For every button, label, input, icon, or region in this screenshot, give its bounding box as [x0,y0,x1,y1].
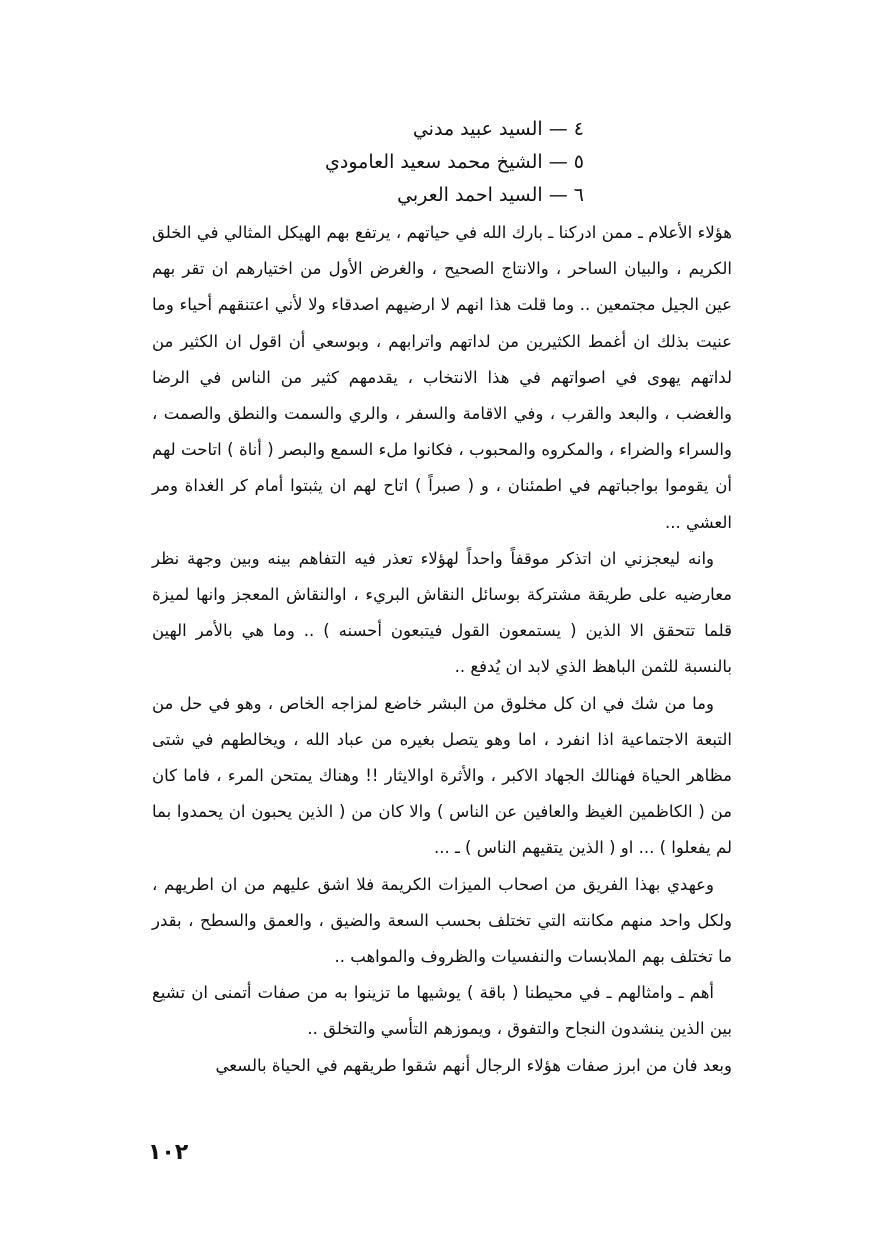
page-number: ١٠٢ [148,1140,189,1165]
paragraph-3: وما من شك في ان كل مخلوق من البشر خاضع لمزاجه الخاص ، وهو في حل من التبعة الاجتماعية اذا انفرد ، اما وهو يتصل بغيره من عباد الله ، ويخالطهم في شتى مظاهر الحياة فهنالك الجهاد الاكبر ، والأثرة اوالايثار !! وهناك يمتحن المرء ، فاما كان من ( الكاظمين الغيظ والعافين عن الناس ) والا كان من ( الذين يحبون ان يحمدوا بما لم يفعلوا ) ... او ( الذين يتقيهم الناس ) ـ ... [152,693,732,858]
list-item: ٤ — السيد عبيد مدني [412,118,584,140]
paragraph-4: وعهدي بهذا الفريق من اصحاب الميزات الكريمة فلا اشق عليهم من ان اطريهم ، ولكل واحد منهم مكانته التي تختلف بحسب السعة والضيق ، والعمق والسطح ، بقدر ما تختلف بهم الملابسات والنفسيات والظروف والمواهب .. [152,874,732,967]
paragraph-5: أهم ـ وامثالهم ـ في محيطنا ( باقة ) يوشيها ما تزينوا به من صفات أتمنى ان تشيع بين الذين ينشدون النجاح والتفوق ، ويموزهم التأسي والتخلق .. [152,983,732,1039]
list-item: ٦ — السيد احمد العربي [397,184,584,206]
body-text [152,215,732,1084]
paragraph-6: وبعد فان من ابرز صفات هؤلاء الرجال أنهم شقوا طريقهم في الحياة بالسعي [215,1055,732,1075]
names-list [164,113,584,212]
list-item: ٥ — الشيخ محمد سعيد العامودي [325,151,584,173]
paragraph-2: وانه ليعجزني ان اتذكر موقفاً واحداً لهؤلاء تعذر فيه التفاهم بينه وبين وجهة نظر معارضيه على طريقة مشتركة بوسائل النقاش البريء ، اوالنقاش المعجز وانها لميزة قلما تتحقق الا الذين ( يستمعون القول فيتبعون أحسنه ) .. وما هي بالأمر الهين بالنسبة للثمن الباهظ الذي لابد ان يُدفع .. [152,548,732,677]
paragraph-1: هؤلاء الأعلام ـ ممن ادركنا ـ بارك الله في حياتهم ، يرتفع بهم الهيكل المثالي في الخلق الكريم ، والبيان الساحر ، والانتاج الصحيح ، والغرض الأول من اختيارهم ان تقر بهم عين الجيل مجتمعين .. وما قلت هذا انهم لا ارضيهم اصدقاء ولا لأني اعتنقهم أحياء وما عنيت بذلك ان أغمط الكثيرين من لداتهم واترابهم ، وبوسعي أن اقول ان الكثير من لداتهم يهوى في اصواتهم في هذا الانتخاب ، يقدمهم كثير من الناس في الرضا والغضب ، والبعد والقرب ، وفي الاقامة والسفر ، والري والسمت والنطق والصمت ، والسراء والضراء ، والمكروه والمحبوب ، فكانوا ملء السمع والبصر ( أناة ) اتاحت لهم أن يقوموا بواجباتهم في اطمئنان ، و ( صبراً ) اتاح لهم ان يثبتوا أمام كر الغداة ومر العشي ... [152,223,732,532]
